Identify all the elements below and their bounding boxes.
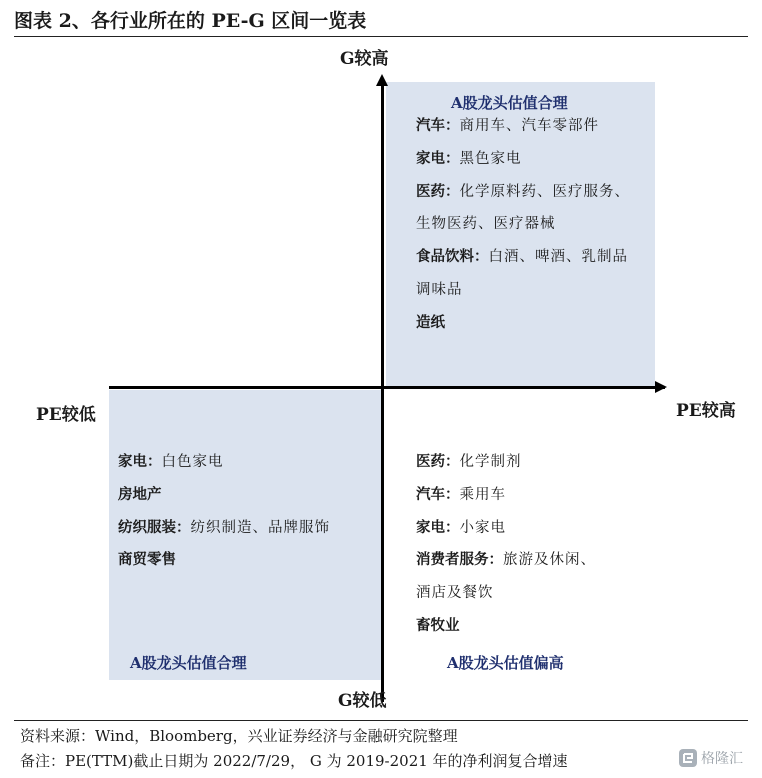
axis-label-top: G较高 — [340, 49, 389, 69]
remark-note: 备注：PE(TTM)截止日期为 2022/7/29， G 为 2019-2021 年的净利润复合增速 — [20, 752, 568, 770]
industry-line — [416, 610, 596, 643]
axis-label-bottom: G较低 — [338, 691, 387, 711]
gelonghui-logo-icon — [678, 746, 756, 770]
bottom-rule — [14, 720, 748, 721]
industry-name: 商贸零售 — [118, 551, 176, 569]
industry-name: 家电： — [416, 518, 460, 536]
arrow-right-icon — [655, 381, 667, 393]
source-note: 资料来源：Wind，Bloomberg，兴业证券经济与金融研究院整理 — [20, 727, 458, 745]
top-rule — [14, 36, 748, 37]
industry-line — [416, 176, 630, 209]
industry-name: 医药： — [416, 453, 460, 470]
industry-line — [118, 512, 330, 545]
industry-line — [416, 110, 630, 143]
quadrant-bottom-right-title: A股龙头估值偏高 — [447, 654, 564, 672]
horizontal-axis — [109, 386, 665, 389]
industry-line — [416, 274, 630, 307]
figure-title: 图表 2、各行业所在的 PE-G 区间一览表 — [14, 10, 367, 32]
industry-line — [416, 512, 596, 545]
industry-line — [416, 446, 596, 479]
sub-industries: 纺织制造、品牌服饰 — [190, 519, 330, 536]
industry-name: 食品饮料： — [416, 248, 489, 266]
quadrant-top-right-title: A股龙头估值合理 — [451, 94, 568, 112]
industry-name: 纺织服装： — [118, 518, 191, 536]
industry-name: 房地产 — [118, 485, 162, 503]
industry-name: 医药： — [416, 182, 460, 200]
industry-line — [118, 544, 330, 577]
industry-name: 畜牧业 — [416, 616, 460, 634]
sub-industries: 白酒、啤酒、乳制品 — [488, 249, 628, 266]
sub-industries: 生物医药、医疗器械 — [416, 216, 556, 233]
sub-industries: 化学制剂 — [459, 454, 522, 470]
sub-industries: 酒店及餐饮 — [416, 585, 494, 602]
industry-name: 消费者服务： — [416, 551, 503, 569]
sub-industries: 旅游及休闲、 — [503, 552, 596, 569]
axis-label-right: PE较高 — [676, 401, 736, 421]
industry-line — [416, 208, 630, 241]
industry-name: 家电： — [416, 149, 460, 167]
sub-industries: 乘用车 — [459, 486, 506, 503]
industry-name: 汽车： — [416, 117, 460, 134]
sub-industries: 化学原料药、医疗服务、 — [459, 183, 630, 200]
arrow-up-icon — [376, 74, 388, 86]
sub-industries: 小家电 — [459, 519, 506, 536]
industry-line — [416, 544, 596, 577]
industry-line — [416, 307, 630, 340]
sub-industries: 黑色家电 — [459, 150, 522, 167]
axis-label-left: PE较低 — [36, 405, 96, 425]
industry-name: 汽车： — [416, 485, 460, 503]
industry-line — [416, 241, 630, 274]
quadrant-bottom-left-items — [118, 446, 330, 577]
industry-line — [416, 143, 630, 176]
vertical-axis — [381, 82, 384, 702]
industry-line — [416, 577, 596, 610]
industry-line — [416, 479, 596, 512]
industry-line — [118, 479, 330, 512]
industry-name: 造纸 — [416, 313, 445, 331]
quadrant-top-right-items — [416, 110, 630, 340]
quadrant-bottom-right-items — [416, 446, 596, 643]
quadrant-bottom-left-title: A股龙头估值合理 — [130, 654, 247, 672]
svg-text:格隆汇: 格隆汇 — [701, 751, 743, 767]
sub-industries: 商用车、汽车零部件 — [459, 118, 599, 134]
industry-name: 家电： — [118, 453, 162, 470]
sub-industries: 调味品 — [416, 281, 463, 298]
sub-industries: 白色家电 — [161, 454, 224, 470]
industry-line — [118, 446, 330, 479]
